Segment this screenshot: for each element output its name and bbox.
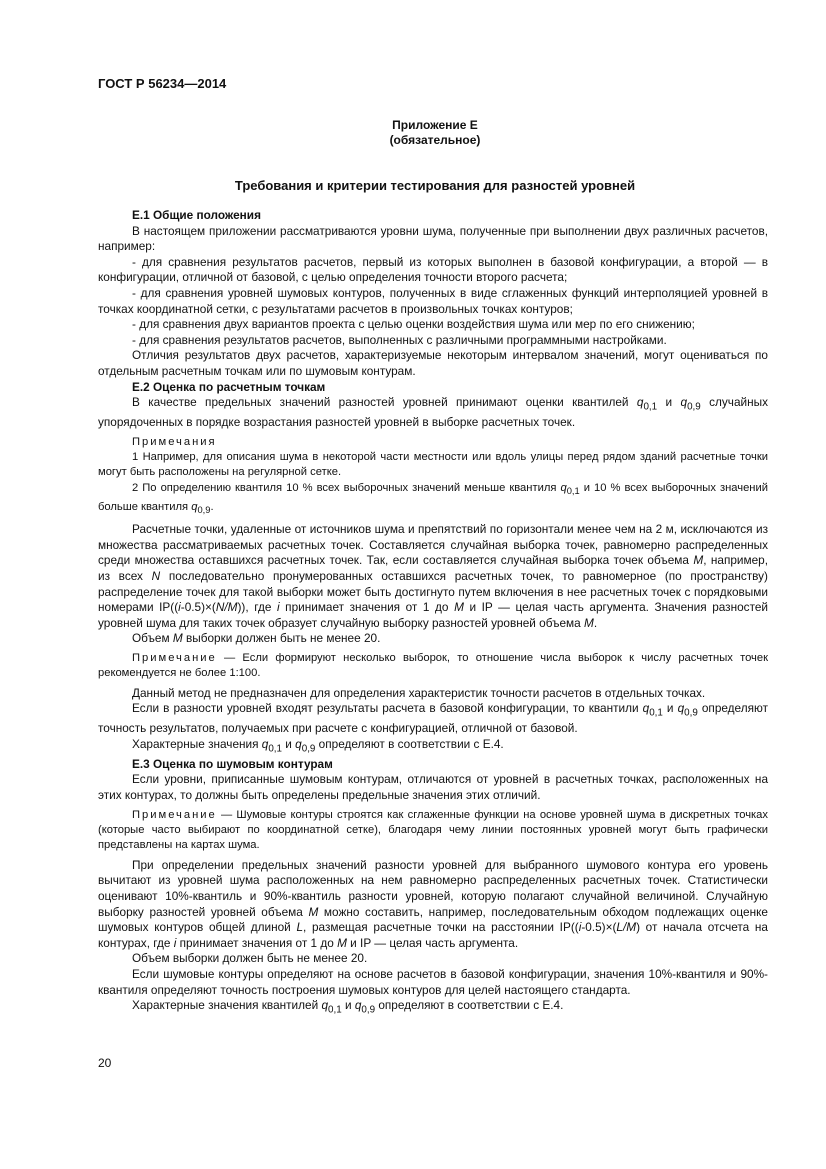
document-body bbox=[98, 208, 768, 1018]
standard-number: ГОСТ Р 56234—2014 bbox=[98, 76, 227, 91]
paragraph: Если в разности уровней входят результаты расчета в базовой конфигурации, то квантили $q_{0,1}$ и $q_{0,9}$ определяют точность результатов, получаемых при расчете с конфигурацией, отличной от базовой. bbox=[98, 701, 768, 736]
note-item: Примечание — Если формируют несколько выборок, то отношение числа выборок к числу расчетных точек рекомендуется не более 1:100. bbox=[98, 651, 768, 680]
notes-block bbox=[98, 435, 768, 519]
list-item: - для сравнения двух вариантов проекта с целью оценки воздействия шума или мер по его снижению; bbox=[132, 317, 695, 332]
note-item: 2 По определению квантиля 10 % всех выборочных значений меньше квантиля $q_{0,1}$ и 10 % всех выборочных значений больше квантиля $q_{0,9}$. bbox=[98, 481, 768, 515]
page-number: 20 bbox=[98, 1056, 112, 1070]
paragraph: В качестве предельных значений разностей уровней принимают оценки квантилей $q_{0,1}$ и $q_{0,9}$ случайных упорядоченных в порядке возрастания разностей уровней в выборке расчетных точек. bbox=[98, 395, 768, 430]
paragraph: При определении предельных значений разности уровней для выбранного шумового контура его уровень вычитают из уровней шума расположенных на нем равномерно распределенных расчетных точек. Статистически оценивают 10%-квантиль и 90%-квантиль разности уровней, которую полагают случайной величиной. Случайную выборку разностей уровней объема M можно составить, например, последовательным обходом подлежащих оценке шумовых контуров общей длиной L, размещая расчетные точки на расстоянии IP((i-0.5)×(L/M) от начала отсчета на контурах, где i принимает значения от 1 до M и IP — целая часть аргумента. bbox=[98, 857, 768, 950]
appendix-status: (обязательное) bbox=[389, 133, 481, 147]
paragraph: Объем выборки должен быть не менее 20. bbox=[132, 951, 368, 966]
section-heading-e3: Е.3 Оценка по шумовым контурам bbox=[132, 756, 333, 771]
paragraph: Данный метод не предназначен для определения характеристик точности расчетов в отдельных точках. bbox=[132, 685, 706, 700]
paragraph: Характерные значения квантилей $q_{0,1}$ и $q_{0,9}$ определяют в соответствии с Е.4. bbox=[132, 998, 564, 1016]
paragraph: Если уровни, приписанные шумовым контурам, отличаются от уровней в расчетных точках, расположенных на этих контурах, то должны быть определены предельные значения этих отличий. bbox=[98, 772, 768, 803]
list-item: - для сравнения уровней шумовых контуров, полученных в виде сглаженных функций интерполяцией уровней в точках координатной сетки, с результатами расчетов в произвольных точках контуров; bbox=[98, 285, 768, 316]
paragraph: Объем M выборки должен быть не менее 20. bbox=[132, 631, 381, 646]
appendix-title: Требования и критерии тестирования для разностей уровней bbox=[234, 178, 636, 193]
paragraph: Характерные значения $q_{0,1}$ и $q_{0,9}$ определяют в соответствии с Е.4. bbox=[132, 736, 504, 755]
appendix-name: Приложение Е bbox=[392, 118, 478, 132]
note-item: Примечание — Шумовые контуры строятся как сглаженные функции на основе уровней шума в дискретных точках (которые часто выбирают по координатной сетке), благодаря чему линии постоянных уровней могут быть графически представлены на картах шума. bbox=[98, 808, 768, 852]
notes-label: Примечания bbox=[132, 435, 217, 448]
note-item: 1 Например, для описания шума в некоторой части местности или вдоль улицы перед рядом зданий расчетные точки могут быть расположены на регулярной сетке. bbox=[98, 451, 768, 479]
list-item: - для сравнения результатов расчетов, первый из которых выполнен в базовой конфигурации, а второй — в конфигурации, отличной от базовой, с целью определения точности второго расчета; bbox=[98, 254, 768, 285]
section-heading-e1: Е.1 Общие положения bbox=[132, 208, 261, 222]
paragraph: Если шумовые контуры определяют на основе расчетов в базовой конфигурации, значения 10%-квантиля и 90%-квантиля определяют точность построения шумовых контуров для целей настоящего стандарта. bbox=[98, 966, 768, 997]
paragraph: Расчетные точки, удаленные от источников шума и препятствий по горизонтали менее чем на 2 м, исключаются из множества рассматриваемых расчетных точек. Составляется случайная выборка точек, равномерно распределенных среди множества оставшихся расчетных точек. Так, если составляется случайная выборка точек объема M, например, из всех N последовательно пронумерованных оставшихся расчетных точек, то равномерное (по пространству) распределение точек для такой выборки может быть достигнуто путем включения в нее расчетных точек с порядковыми номерами IP((i-0.5)×(N/M)), где i принимает значения от 1 до M и IP — целая часть аргумента. Значения разностей уровней шума для таких точек образует случайную выборку разностей уровней объема M. bbox=[98, 522, 769, 630]
paragraph: В настоящем приложении рассматриваются уровни шума, полученные при выполнении двух различных расчетов, например: bbox=[98, 223, 768, 254]
section-heading-e2: Е.2 Оценка по расчетным точкам bbox=[132, 379, 326, 394]
list-item: - для сравнения результатов расчетов, выполненных с различными программными настройками. bbox=[132, 332, 667, 347]
paragraph: Отличия результатов двух расчетов, характеризуемые некоторым интервалом значений, могут оцениваться по отдельным расчетным точкам или по шумовым контурам. bbox=[98, 348, 768, 378]
appendix-header bbox=[0, 118, 826, 148]
